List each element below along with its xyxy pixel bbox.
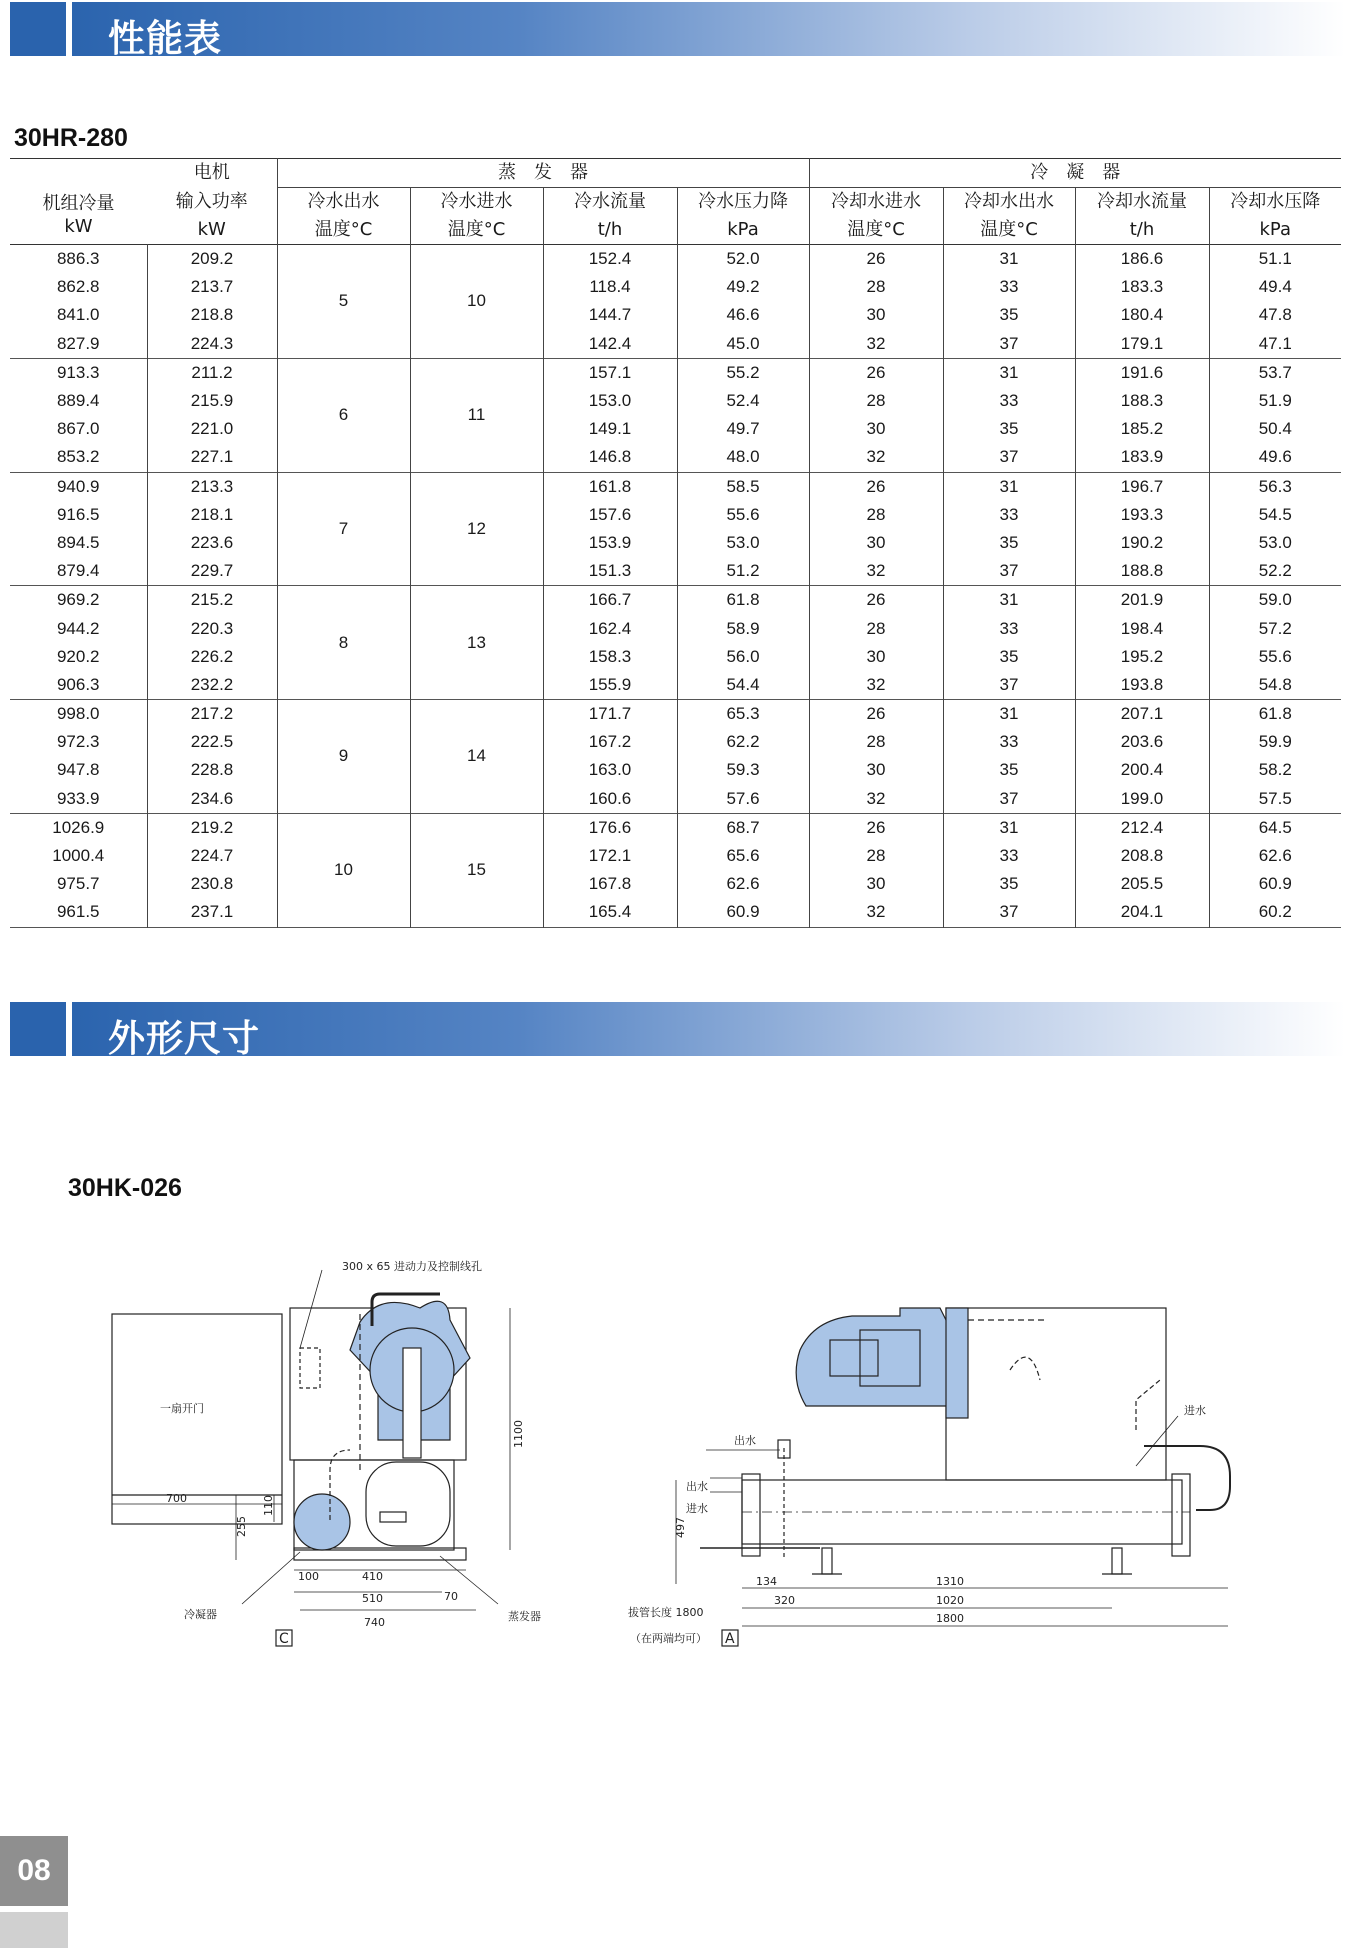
header-evap-out-unit: 温度°C (277, 216, 410, 245)
table-row (10, 301, 1341, 329)
table-cell: 226.2 (147, 643, 277, 671)
table-row (10, 870, 1341, 898)
table-cell: 53.0 (677, 529, 809, 557)
table-cell: 208.8 (1075, 842, 1209, 870)
table-cell: 60.2 (1209, 898, 1341, 927)
table-cell: 203.6 (1075, 728, 1209, 756)
table-cell: 55.6 (677, 501, 809, 529)
table-cell: 45.0 (677, 330, 809, 359)
table-cell: 209.2 (147, 245, 277, 274)
table-cell: 217.2 (147, 700, 277, 729)
table-cell: 26 (809, 700, 943, 729)
dimensions-banner (10, 1002, 1345, 1060)
table-cell: 879.4 (56, 561, 100, 581)
dim-1020: 1020 (936, 1594, 964, 1607)
dim-100: 100 (298, 1570, 319, 1583)
table-cell: 179.1 (1075, 330, 1209, 359)
table-cell: 198.4 (1075, 614, 1209, 642)
label-condenser: 冷凝器 (184, 1608, 217, 1621)
dim-134: 134 (756, 1575, 777, 1588)
table-cell: 153.0 (543, 387, 677, 415)
table-row (10, 501, 1341, 529)
table-cell: 223.6 (147, 529, 277, 557)
table-cell: 207.1 (1075, 700, 1209, 729)
header-evap-in-unit: 温度°C (410, 216, 543, 245)
banner-lead-block (10, 2, 66, 56)
table-cell: 940.9 (56, 476, 100, 496)
performance-model: 30HR-280 (14, 124, 128, 152)
evap-in-temp-cell: 10 (410, 245, 543, 359)
table-row (10, 813, 1341, 842)
dim-740: 740 (364, 1616, 385, 1629)
table-cell: 35 (943, 870, 1075, 898)
table-cell: 52.4 (677, 387, 809, 415)
table-row (10, 671, 1341, 700)
table-cell: 31 (943, 813, 1075, 842)
table-cell: 176.6 (543, 813, 677, 842)
table-cell: 827.9 (56, 333, 100, 353)
performance-table (10, 158, 1341, 928)
dimensions-model: 30HK-026 (68, 1174, 182, 1202)
header-cond-dp-unit: kPa (1209, 216, 1341, 245)
table-cell: 153.9 (543, 529, 677, 557)
table-cell: 193.8 (1075, 671, 1209, 700)
table-cell: 889.4 (56, 391, 100, 411)
table-cell: 30 (809, 301, 943, 329)
table-cell: 183.9 (1075, 443, 1209, 472)
table-cell: 33 (943, 387, 1075, 415)
section-title-performance: 性能表 (108, 17, 222, 60)
table-cell: 180.4 (1075, 301, 1209, 329)
table-cell: 47.1 (1209, 330, 1341, 359)
banner-gradient-bar (72, 1002, 1345, 1056)
table-cell: 35 (943, 643, 1075, 671)
table-row (10, 472, 1341, 501)
table-cell: 906.3 (56, 674, 100, 694)
table-cell: 54.5 (1209, 501, 1341, 529)
table-cell: 60.9 (1209, 870, 1341, 898)
table-cell: 920.2 (56, 646, 100, 666)
table-cell: 975.7 (56, 874, 100, 894)
label-wire-hole: 300 x 65 进动力及控制线孔 (342, 1260, 482, 1273)
table-cell: 49.6 (1209, 443, 1341, 472)
table-cell: 1026.9 (52, 817, 105, 837)
door-panel (112, 1314, 282, 1524)
table-row (10, 842, 1341, 870)
performance-banner (10, 2, 1345, 60)
evap-in-temp-cell: 12 (410, 472, 543, 586)
table-row (10, 529, 1341, 557)
table-cell: 35 (943, 301, 1075, 329)
label-inlet: 进水 (686, 1502, 708, 1515)
table-cell: 35 (943, 529, 1075, 557)
table-cell: 56.3 (1209, 472, 1341, 501)
header-cond-dp: 冷却水压降 (1209, 188, 1341, 217)
table-cell: 28 (809, 387, 943, 415)
table-cell: 62.6 (677, 870, 809, 898)
table-cell: 68.7 (677, 813, 809, 842)
table-cell: 972.3 (56, 732, 100, 752)
table-cell: 199.0 (1075, 785, 1209, 814)
table-cell: 65.6 (677, 842, 809, 870)
evap-in-temp-cell: 14 (410, 700, 543, 814)
table-cell: 157.1 (543, 358, 677, 387)
table-row (10, 898, 1341, 927)
header-cond-in-unit: 温度°C (809, 216, 943, 245)
label-outlet: 出水 (686, 1480, 708, 1493)
table-cell: 64.5 (1209, 813, 1341, 842)
table-cell: 142.4 (543, 330, 677, 359)
table-cell: 52.0 (677, 245, 809, 274)
table-cell: 215.2 (147, 586, 277, 615)
table-cell: 30 (809, 756, 943, 784)
table-cell: 146.8 (543, 443, 677, 472)
table-cell: 222.5 (147, 728, 277, 756)
table-cell: 30 (809, 415, 943, 443)
table-row (10, 785, 1341, 814)
table-cell: 218.8 (147, 301, 277, 329)
header-power-line1: 电机 (193, 162, 230, 184)
table-row (10, 443, 1341, 472)
table-cell: 213.7 (147, 273, 277, 301)
side-view-labels (160, 1259, 541, 1647)
banner-gradient-bar (72, 2, 1345, 56)
table-cell: 33 (943, 273, 1075, 301)
table-cell: 47.8 (1209, 301, 1341, 329)
table-cell: 165.4 (543, 898, 677, 927)
table-cell: 54.8 (1209, 671, 1341, 700)
table-row (10, 358, 1341, 387)
evap-out-temp-cell: 9 (277, 700, 410, 814)
table-cell: 26 (809, 586, 943, 615)
table-cell: 160.6 (543, 785, 677, 814)
table-cell: 49.4 (1209, 273, 1341, 301)
table-cell: 54.4 (677, 671, 809, 700)
table-cell: 26 (809, 358, 943, 387)
page-number: 08 (0, 1836, 68, 1906)
table-cell: 224.7 (147, 842, 277, 870)
table-cell: 62.2 (677, 728, 809, 756)
table-cell: 224.3 (147, 330, 277, 359)
table-cell: 62.6 (1209, 842, 1341, 870)
table-cell: 171.7 (543, 700, 677, 729)
table-row (10, 387, 1341, 415)
table-cell: 933.9 (56, 788, 100, 808)
table-cell: 65.3 (677, 700, 809, 729)
front-view-labels (628, 1403, 1206, 1647)
table-cell: 211.2 (147, 358, 277, 387)
table-cell: 227.1 (147, 443, 277, 472)
table-cell: 35 (943, 756, 1075, 784)
evap-in-temp-cell: 13 (410, 586, 543, 700)
table-cell: 52.2 (1209, 557, 1341, 586)
dim-510: 510 (362, 1592, 383, 1605)
banner-lead-block (10, 1002, 66, 1056)
page-number-tail (0, 1912, 68, 1948)
table-cell: 230.8 (147, 870, 277, 898)
table-cell: 195.2 (1075, 643, 1209, 671)
table-cell: 60.9 (677, 898, 809, 927)
table-cell: 32 (809, 330, 943, 359)
table-cell: 33 (943, 728, 1075, 756)
dim-700: 700 (166, 1492, 187, 1505)
table-row (10, 728, 1341, 756)
table-cell: 37 (943, 443, 1075, 472)
table-cell: 167.2 (543, 728, 677, 756)
table-row (10, 557, 1341, 586)
table-cell: 162.4 (543, 614, 677, 642)
table-cell: 48.0 (677, 443, 809, 472)
table-cell: 37 (943, 557, 1075, 586)
table-cell: 32 (809, 443, 943, 472)
header-evap-in: 冷水进水 (410, 188, 543, 217)
table-cell: 188.8 (1075, 557, 1209, 586)
table-cell: 947.8 (56, 760, 100, 780)
table-row (10, 614, 1341, 642)
table-cell: 28 (809, 501, 943, 529)
table-cell: 61.8 (677, 586, 809, 615)
header-cond-in: 冷却水进水 (809, 188, 943, 217)
table-row (10, 756, 1341, 784)
table-row (10, 643, 1341, 671)
table-cell: 218.1 (147, 501, 277, 529)
table-cell: 229.7 (147, 557, 277, 586)
table-cell: 31 (943, 700, 1075, 729)
table-cell: 58.2 (1209, 756, 1341, 784)
table-cell: 31 (943, 472, 1075, 501)
evap-out-temp-cell: 6 (277, 358, 410, 472)
table-cell: 201.9 (1075, 586, 1209, 615)
table-cell: 155.9 (543, 671, 677, 700)
label-inlet-top: 进水 (1184, 1404, 1206, 1417)
table-cell: 53.0 (1209, 529, 1341, 557)
dim-70: 70 (444, 1590, 458, 1603)
label-pull-length: 拔管长度 1800 (628, 1606, 704, 1619)
table-cell: 916.5 (56, 504, 100, 524)
table-cell: 166.7 (543, 586, 677, 615)
table-cell: 158.3 (543, 643, 677, 671)
table-row (10, 586, 1341, 615)
dim-1100: 1100 (512, 1420, 525, 1448)
view-letter-a: A (725, 1631, 735, 1647)
header-cond-out: 冷却水出水 (943, 188, 1075, 217)
header-capacity-unit: kW (64, 216, 93, 237)
table-cell: 33 (943, 842, 1075, 870)
evap-out-temp-cell: 7 (277, 472, 410, 586)
table-cell: 161.8 (543, 472, 677, 501)
table-cell: 33 (943, 614, 1075, 642)
table-cell: 51.2 (677, 557, 809, 586)
table-cell: 196.7 (1075, 472, 1209, 501)
section-title-dimensions: 外形尺寸 (108, 1017, 260, 1060)
label-outlet-top: 出水 (734, 1434, 756, 1447)
table-cell: 37 (943, 671, 1075, 700)
table-cell: 51.1 (1209, 245, 1341, 274)
view-letter-c: C (279, 1631, 289, 1647)
table-cell: 961.5 (56, 902, 100, 922)
table-cell: 33 (943, 501, 1075, 529)
table-cell: 172.1 (543, 842, 677, 870)
table-cell: 53.7 (1209, 358, 1341, 387)
table-cell: 37 (943, 785, 1075, 814)
table-cell: 998.0 (56, 704, 100, 724)
table-cell: 167.8 (543, 870, 677, 898)
table-cell: 186.6 (1075, 245, 1209, 274)
table-cell: 30 (809, 870, 943, 898)
evap-out-temp-cell: 5 (277, 245, 410, 359)
table-cell: 867.0 (56, 419, 100, 439)
table-cell: 188.3 (1075, 387, 1209, 415)
header-evap-dp: 冷水压力降 (677, 188, 809, 217)
table-cell: 200.4 (1075, 756, 1209, 784)
table-cell: 46.6 (677, 301, 809, 329)
table-cell: 32 (809, 898, 943, 927)
dim-410: 410 (362, 1570, 383, 1583)
dim-1310: 1310 (936, 1575, 964, 1588)
dim-1800: 1800 (936, 1612, 964, 1625)
table-cell: 894.5 (56, 532, 100, 552)
header-cond-out-unit: 温度°C (943, 216, 1075, 245)
evap-in-temp-cell: 15 (410, 813, 543, 927)
header-condenser: 冷 凝 器 (809, 159, 1341, 188)
label-pull-note: （在两端均可） (630, 1632, 707, 1645)
table-cell: 59.0 (1209, 586, 1341, 615)
table-cell: 944.2 (56, 618, 100, 638)
table-cell: 26 (809, 813, 943, 842)
table-cell: 51.9 (1209, 387, 1341, 415)
table-cell: 31 (943, 358, 1075, 387)
table-cell: 26 (809, 472, 943, 501)
table-cell: 219.2 (147, 813, 277, 842)
table-cell: 1000.4 (52, 846, 105, 866)
table-cell: 31 (943, 245, 1075, 274)
front-compressor (796, 1308, 952, 1406)
housing-outline (946, 1308, 1166, 1480)
label-door: 一扇开门 (160, 1402, 204, 1415)
table-cell: 49.7 (677, 415, 809, 443)
table-cell: 30 (809, 529, 943, 557)
header-evaporator: 蒸 发 器 (277, 159, 809, 188)
table-cell: 37 (943, 898, 1075, 927)
table-cell: 205.5 (1075, 870, 1209, 898)
table-cell: 234.6 (147, 785, 277, 814)
table-cell: 853.2 (56, 447, 100, 467)
table-cell: 913.3 (56, 362, 100, 382)
table-cell: 215.9 (147, 387, 277, 415)
table-cell: 157.6 (543, 501, 677, 529)
table-cell: 57.6 (677, 785, 809, 814)
header-power-line2: 输入功率 (175, 190, 248, 212)
table-cell: 35 (943, 415, 1075, 443)
table-row (10, 330, 1341, 359)
table-cell: 56.0 (677, 643, 809, 671)
evap-out-temp-cell: 10 (277, 813, 410, 927)
table-cell: 28 (809, 273, 943, 301)
table-cell: 57.5 (1209, 785, 1341, 814)
table-cell: 221.0 (147, 415, 277, 443)
table-cell: 50.4 (1209, 415, 1341, 443)
label-evaporator: 蒸发器 (508, 1610, 541, 1623)
header-evap-flow: 冷水流量 (543, 188, 677, 217)
header-cond-flow: 冷却水流量 (1075, 188, 1209, 217)
table-cell: 28 (809, 614, 943, 642)
table-cell: 969.2 (56, 590, 100, 610)
table-cell: 49.2 (677, 273, 809, 301)
table-cell: 144.7 (543, 301, 677, 329)
performance-table-body (10, 245, 1341, 928)
table-cell: 32 (809, 671, 943, 700)
table-cell: 212.4 (1075, 813, 1209, 842)
table-cell: 232.2 (147, 671, 277, 700)
table-cell: 193.3 (1075, 501, 1209, 529)
table-cell: 152.4 (543, 245, 677, 274)
table-cell: 57.2 (1209, 614, 1341, 642)
table-cell: 149.1 (543, 415, 677, 443)
header-power-unit: kW (197, 219, 226, 240)
dim-110: 110 (262, 1495, 275, 1516)
table-cell: 26 (809, 245, 943, 274)
table-cell: 61.8 (1209, 700, 1341, 729)
table-cell: 118.4 (543, 273, 677, 301)
evap-out-temp-cell: 8 (277, 586, 410, 700)
table-cell: 55.6 (1209, 643, 1341, 671)
table-cell: 190.2 (1075, 529, 1209, 557)
table-cell: 204.1 (1075, 898, 1209, 927)
header-evap-out: 冷水出水 (277, 188, 410, 217)
table-row (10, 415, 1341, 443)
table-cell: 151.3 (543, 557, 677, 586)
table-cell: 31 (943, 586, 1075, 615)
condenser-circle (294, 1494, 350, 1550)
dim-255: 255 (235, 1516, 248, 1537)
table-cell: 59.3 (677, 756, 809, 784)
table-cell: 220.3 (147, 614, 277, 642)
table-cell: 841.0 (56, 305, 100, 325)
table-cell: 58.9 (677, 614, 809, 642)
table-cell: 237.1 (147, 898, 277, 927)
table-cell: 32 (809, 785, 943, 814)
table-row (10, 273, 1341, 301)
table-cell: 28 (809, 728, 943, 756)
table-cell: 183.3 (1075, 273, 1209, 301)
header-capacity: 机组冷量 (42, 193, 115, 214)
evap-in-temp-cell: 11 (410, 358, 543, 472)
dim-497: 497 (674, 1517, 687, 1538)
table-cell: 185.2 (1075, 415, 1209, 443)
header-cond-flow-unit: t/h (1075, 216, 1209, 245)
table-cell: 32 (809, 557, 943, 586)
table-cell: 163.0 (543, 756, 677, 784)
table-cell: 55.2 (677, 358, 809, 387)
table-cell: 191.6 (1075, 358, 1209, 387)
table-row (10, 245, 1341, 274)
table-cell: 862.8 (56, 277, 100, 297)
dim-320: 320 (774, 1594, 795, 1607)
header-evap-flow-unit: t/h (543, 216, 677, 245)
table-cell: 228.8 (147, 756, 277, 784)
table-cell: 37 (943, 330, 1075, 359)
dimension-drawings (0, 1230, 1345, 1710)
table-cell: 30 (809, 643, 943, 671)
table-cell: 886.3 (56, 249, 100, 269)
table-cell: 28 (809, 842, 943, 870)
table-cell: 59.9 (1209, 728, 1341, 756)
table-cell: 213.3 (147, 472, 277, 501)
table-cell: 58.5 (677, 472, 809, 501)
table-row (10, 700, 1341, 729)
header-evap-dp-unit: kPa (677, 216, 809, 245)
